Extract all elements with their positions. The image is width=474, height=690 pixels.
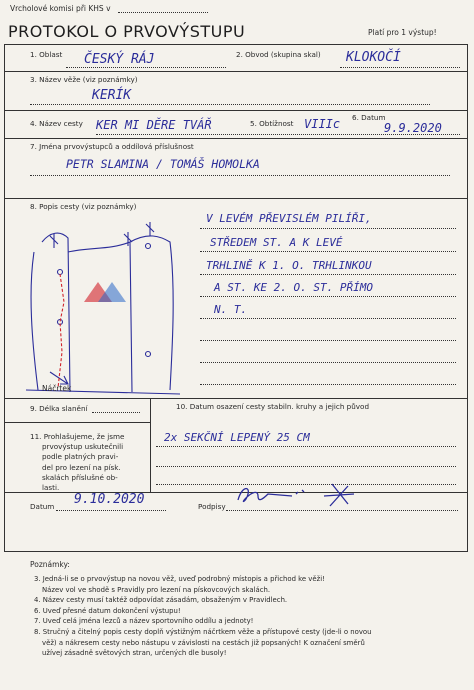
- popis-line: TRHLINĚ K 1. O. TRHLINKOU: [206, 259, 372, 272]
- note-line: 7. Uveď celá jména lezců a název sportovního oddílu a jednoty!: [34, 617, 254, 626]
- vez-label: 3. Název věže (viz poznámky): [30, 75, 138, 84]
- notes-list: [34, 574, 372, 659]
- prohlaseni-line: skalách příslušné ob-: [42, 472, 118, 482]
- committee-label: Vrcholové komisi při KHS v: [10, 4, 111, 13]
- popis-line: N. T.: [214, 303, 248, 316]
- slaneni-label: 9. Délka slanění: [30, 404, 88, 413]
- datum-label: 6. Datum: [352, 113, 386, 122]
- sketch-rock-left: [42, 233, 70, 392]
- prohlaseni-line: 11. Prohlašujeme, že jsme: [30, 432, 125, 441]
- popis-line: STŘEDEM ST. A K LEVÉ: [210, 236, 343, 249]
- prohlaseni-line: prvovýstup uskutečnili: [42, 442, 124, 452]
- note-line: 8. Stručný a čitelný popis cesty doplň výstižným náčrtkem věže a přístupové cesty (jde-li o novou: [34, 627, 372, 636]
- oblast-value: ČESKÝ RÁJ: [84, 52, 155, 67]
- note-line: 3. Jedná-li se o prvovýstup na novou věž, uveď podrobný místopis a přichod ke věži!: [34, 575, 325, 583]
- vez-value: KERÍK: [92, 88, 132, 103]
- popis-label: 8. Popis cesty (viz poznámky): [30, 202, 137, 211]
- sketch-rock-right: [130, 236, 173, 390]
- notes-heading: Poznámky:: [30, 560, 70, 569]
- prohlaseni-text: [30, 432, 124, 493]
- osazeni-label: 10. Datum osazení cesty stabiln. kruhy a jejich původ: [176, 402, 370, 411]
- note-line: 6. Uveď přesné datum dokončení výstupu!: [34, 606, 181, 615]
- datum2-label: Datum: [30, 502, 55, 511]
- sketch-route-line: [58, 274, 64, 388]
- page-title: PROTOKOL O PRVOVÝSTUPU: [8, 22, 246, 41]
- note-line: 4. Název cesty musí taktéž odpovídat zásadám, obsaženým v Pravidlech.: [34, 596, 288, 605]
- prohlaseni-line: podle platných pravi-: [42, 452, 119, 462]
- note-line: užívej zásadně světových stran, určených dle busoly!: [42, 649, 227, 658]
- obtiznost-value: VIIIc: [304, 117, 341, 131]
- route-sketch: [20, 212, 190, 402]
- cesta-value: KER MI DĚRE TVÁŘ: [96, 118, 212, 132]
- prvovystupci-value: PETR SLAMINA / TOMÁŠ HOMOLKA: [66, 157, 260, 171]
- note-line: Název vol ve shodě s Pravidly pro lezení na pískovcových skalách.: [42, 585, 271, 594]
- khs-watermark: [84, 282, 126, 302]
- obvod-label: 2. Obvod (skupina skal): [236, 50, 321, 59]
- obtiznost-label: 5. Obtížnost: [250, 119, 294, 128]
- oblast-label: 1. Oblast: [30, 50, 63, 59]
- prohlaseni-line: del pro lezení na písk.: [42, 462, 121, 472]
- obvod-value: KLOKOČÍ: [346, 50, 401, 65]
- popis-line: A ST. KE 2. O. ST. PŘÍMO: [214, 281, 373, 294]
- nacrtek-label: Náčrtek: [42, 384, 72, 393]
- datum2-value: 9.10.2020: [74, 492, 145, 507]
- osazeni-value: 2x SEKČNÍ LEPENÝ 25 CM: [164, 431, 310, 444]
- sketch-rock-edge: [31, 252, 38, 390]
- prvovystupci-label: 7. Jména prvovýstupců a oddílová příslušnost: [30, 142, 194, 151]
- note-line: věž) a nákresem cesty nebo nástupu v závislosti na cestách již popsaných! K označení směrů: [42, 638, 365, 647]
- datum-value: 9.9.2020: [384, 121, 442, 135]
- popis-line: V LEVÉM PŘEVISLÉM PILÍŘI,: [206, 212, 372, 225]
- sketch-rock-middle: [68, 242, 132, 392]
- signatures: [232, 480, 372, 510]
- podpisy-label: Podpisy: [198, 502, 226, 511]
- validity-note: Platí pro 1 výstup!: [368, 28, 437, 37]
- cesta-label: 4. Název cesty: [30, 119, 83, 128]
- prohlaseni-line: lasti.: [42, 483, 60, 493]
